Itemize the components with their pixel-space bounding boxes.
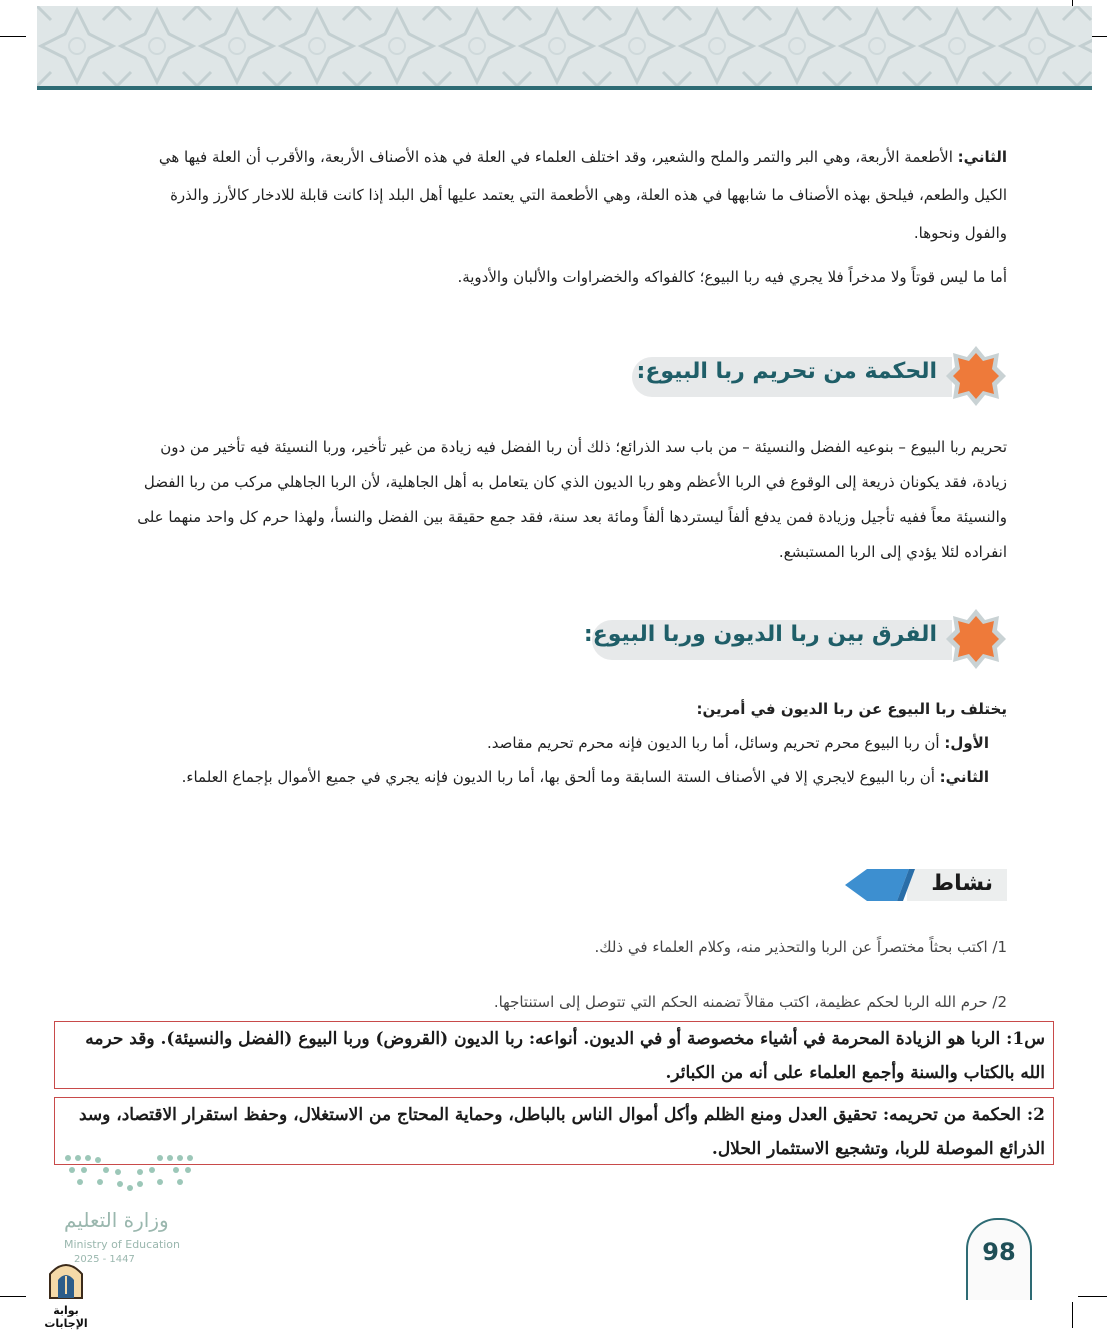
item-text: أن ربا البيوع محرم تحريم وسائل، أما ربا الديون فإنه محرم تحريم مقاصد. <box>486 734 945 752</box>
item-label: الأول: <box>944 734 989 752</box>
banner-divider <box>37 86 1092 90</box>
gate-icon <box>46 1256 86 1300</box>
item-label: الثاني: <box>939 768 989 786</box>
ministry-dots-icon <box>60 1150 200 1198</box>
paragraph-text: الأطعمة الأربعة، وهي البر والتمر والملح والشعير، وقد اختلف العلماء في العلة في هذه الأصناف الأربعة، والأقرب أن العلة فيها هي الكيل والطعم، فيلحق بهذه الأصناف ما شابهها في هذه العلة، وهي الأطعمة التي يعتمد عليها أهل البلد إذا كانت قابلة للادخار كالأرز والذرة والفول ونحوها. <box>158 148 1007 242</box>
decorative-banner <box>37 6 1092 86</box>
activity-question-1 <box>135 928 1007 966</box>
heading-title: الفرق بين ربا الديون وربا البيوع: <box>583 622 937 647</box>
crop-mark <box>1078 1296 1107 1297</box>
crop-mark <box>1072 1302 1073 1328</box>
paragraph-foods <box>135 138 1007 252</box>
octagram-icon <box>945 608 1007 670</box>
paragraph-label: الثاني: <box>957 148 1007 166</box>
section-heading-wisdom <box>627 345 1007 407</box>
activity-question-2 <box>135 983 1007 1021</box>
page-number-badge <box>966 1218 1032 1300</box>
page-number: 98 <box>982 1238 1016 1266</box>
list-item-second <box>135 758 989 796</box>
paragraph-difference-intro <box>135 690 1007 728</box>
activity-title: نشاط <box>931 871 993 896</box>
brand-logo <box>30 1256 102 1330</box>
question-text: 1/ اكتب بحثاً مختصراً عن الربا والتحذير منه، وكلام العلماء في ذلك. <box>594 938 1007 956</box>
answer-text: 2: الحكمة من تحريمه: تحقيق العدل ومنع الظلم وأكل أموال الناس بالباطل، وحماية المحتاج من الاستغلال، وحفظ استقرار الاقتصاد، وسد الذرائع الموصلة للربا، وتشجيع الاستثمار الحلال. <box>78 1105 1045 1159</box>
item-text: أن ربا البيوع لايجري إلا في الأصناف الستة السابقة وما ألحق بها، أما ربا الديون فإنه يجري في جميع الأموال بإجماع العلماء. <box>181 768 940 786</box>
ministry-name-ar: وزارة التعليم <box>64 1208 169 1232</box>
list-item-first <box>135 724 989 762</box>
brand-name: بوابة الإجابات <box>44 1304 88 1330</box>
answer-text: س1: الربا هو الزيادة المحرمة في أشياء مخصوصة أو في الديون. أنواعه: ربا الديون (القروض) وربا البيوع (الفضل والنسيئة). وقد حرمه الله بالكتاب والسنة وأجمع العلماء على أنه من الكبائر. <box>85 1029 1045 1083</box>
heading-title: الحكمة من تحريم ربا البيوع: <box>636 359 937 384</box>
section-heading-difference <box>583 608 1007 670</box>
paragraph-wisdom <box>135 430 1007 570</box>
crop-mark <box>0 36 26 37</box>
ministry-logo <box>60 1150 210 1270</box>
octagram-icon <box>945 345 1007 407</box>
answer-box-1 <box>54 1021 1054 1089</box>
paragraph-not-staple <box>135 258 1007 296</box>
crop-mark <box>0 1296 26 1297</box>
ministry-year: 2025 - 1447 <box>74 1254 135 1265</box>
paragraph-text: تحريم ربا البيوع – بنوعيه الفضل والنسيئة – من باب سد الذرائع؛ ذلك أن ربا الفضل فيه زيادة من غير تأخير، وربا النسيئة فيه تأخير من دون زيادة، فقد يكونان ذريعة إلى الوقوع في الربا الأعظم وهو ربا الديون الذي كان يتعامل به أهل الجاهلية، لأن الربا الجاهلي مركب من ربا الفضل والنسيئة معاً ففيه تأجيل وزيادة فمن يدفع ألفاً ليستردها ألفاً ومائة بعد سنة، فقد جمع حقيقة بين الفضل والنسأ، ولهذا حرم كل واحد منهما على انفراده لئلا يؤدي إلى الربا المستبشع. <box>137 438 1007 561</box>
question-text: 2/ حرم الله الربا لحكم عظيمة، اكتب مقالاً تضمنه الحكم التي تتوصل إلى استنتاجها. <box>493 993 1007 1011</box>
paragraph-text: أما ما ليس قوتاً ولا مدخراً فلا يجري فيه ربا البيوع؛ كالفواكه والخضراوات والألبان والأدوية. <box>457 268 1007 286</box>
ministry-name-en: Ministry of Education <box>64 1238 181 1251</box>
paragraph-text: يختلف ربا البيوع عن ربا الديون في أمرين: <box>696 700 1007 718</box>
activity-header <box>837 865 1007 905</box>
